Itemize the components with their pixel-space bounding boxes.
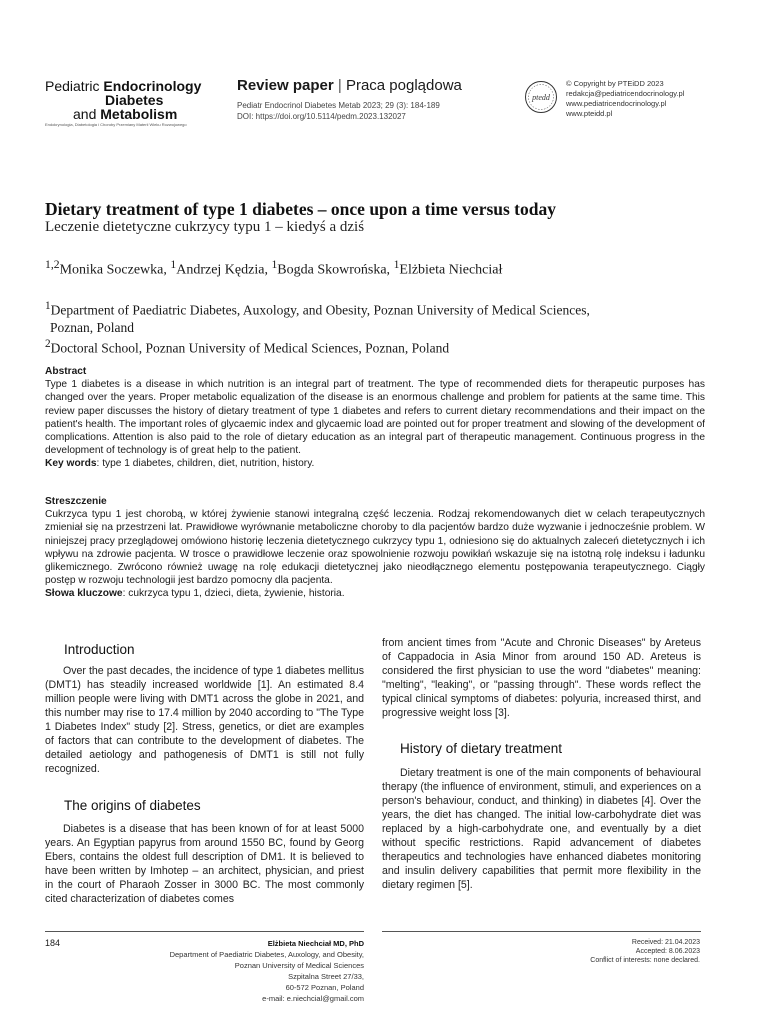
keywords-pl-label: Słowa kluczowe <box>45 588 123 600</box>
continued-text <box>382 636 701 720</box>
footer-divider <box>382 931 701 932</box>
society-website[interactable]: www.pteidd.pl <box>566 109 613 118</box>
abstract-text: Type 1 diabetes is a disease in which nutrition is an integral part of treatment. The type of recommended diets for therapeutic purposes has changed over the years. Proper metabolic equalization of the disease is an enormous challenge and problem for patients at the same time. This review paper discusses the history of dietary treatment of type 1 diabetes and refers to current dietary recommendations and their impact on the patient's health. The important roles of glycaemic index and glycaemic load are pointed out for proper treatment and slowing of the development of complications. Attention is also paid to the role of dietary education as an integral part of therapeutic management. Continuous progress in the development of technology is of great help to the patient. <box>45 379 705 457</box>
paragraph: Dietary treatment is one of the main components of behavioural therapy (the influence of environment, stimuli, and experiences on a person's behaviour, conduct, and thinking) in diabetes [4]. Over the years, the diet has changed. The initial low-carbohydrate diet was replaced by a high-carbohydrate one, and eventually by a diet without specific restrictions. Rapid advancement of diabetes therapeutics and technologies have enhanced diabetes monitoring and insulin delivery capabilities that permit more flexibility in the dietary regimen [5]. <box>382 767 701 891</box>
logo-text: and <box>73 106 101 122</box>
logo-text: Endocrinology <box>103 78 202 94</box>
affil-sup: 1 <box>45 300 51 312</box>
copyright-block <box>566 79 684 119</box>
introduction-text <box>45 664 364 776</box>
author: Andrzej Kędzia, <box>176 262 272 278</box>
paragraph: Over the past decades, the incidence of type 1 diabetes mellitus (DMT1) has steadily increased worldwide [1]. An estimated 8.4 million people were living with DMT1 across the globe in 2021, and this number may rise to 17.4 million by 2040 according to "The Type 1 Diabetes Index" study [2]. Stress, genetics, or diet are examples of factors that can contribute to the development of diabetes. The detailed aetiology and pathogenesis of DMT1 is still not fully recognized. <box>45 665 364 775</box>
section-heading-origins: The origins of diabetes <box>64 798 201 813</box>
affiliation: Department of Paediatric Diabetes, Auxology, and Obesity, Poznan University of Medical Sciences, <box>50 302 590 318</box>
seal-text: ptedd <box>532 93 550 102</box>
author-list <box>45 258 502 279</box>
corr-line: Department of Paediatric Diabetes, Auxology, and Obesity, <box>169 950 364 959</box>
page-number: 184 <box>45 938 61 948</box>
corr-line: 60-572 Poznan, Poland <box>285 983 364 992</box>
accepted-date: Accepted: 8.06.2023 <box>635 948 700 955</box>
article-title: Dietary treatment of type 1 diabetes – once upon a time versus today <box>45 199 556 219</box>
streszczenie-text: Cukrzyca typu 1 jest chorobą, w której żywienie stanowi integralną część leczenia. Rodzaj rekomendowanych diet w celach terapeutycznych zmieniał się na przestrzeni lat. Prawidłowe wyrównanie metaboliczne choroby to dla pacjentów bardzo duże wyzwanie i jednocześnie problem. W niniejszej pracy przeglądowej omówiono historię leczenia dietetycznego cukrzycy typu 1, odniesiono się do aktualnych zaleceń dietetycznych i ich wpływu na zdrowie pacjenta. W trosce o prawidłowe leczenie oraz spowolnienie rozwoju powikłań wskazuje się na istotną rolę indeksu i ładunku glikemicznego. Zwrócono również uwagę na rolę edukacji dietetycznej jako nieodłącznego elementu postępowania terapeutycznego. Ciągły postęp w rozwoju technologii jest bardzo pomocny dla pacjenta. <box>45 509 705 587</box>
origins-text <box>45 822 364 906</box>
keywords: : type 1 diabetes, children, diet, nutrition, history. <box>96 458 315 470</box>
author-sup: 1 <box>271 258 278 271</box>
footer-divider <box>45 931 364 932</box>
author: Elżbieta Niechciał <box>399 262 503 278</box>
doi-link[interactable]: DOI: https://doi.org/10.5114/pedm.2023.132027 <box>237 112 406 121</box>
history-text <box>382 766 701 892</box>
article-type-pl: Praca poglądowa <box>345 77 462 94</box>
author-sup: 1,2 <box>45 258 60 271</box>
affiliation: Poznan, Poland <box>50 319 134 335</box>
section-heading-history: History of dietary treatment <box>400 741 563 756</box>
journal-logo <box>45 79 215 127</box>
corr-line: Szpitalna Street 27/33, <box>288 972 364 981</box>
affiliation: Doctoral School, Poznan University of Medical Sciences, Poznan, Poland <box>50 340 450 355</box>
article-type-separator: | <box>333 77 346 94</box>
section-heading-introduction: Introduction <box>64 642 135 657</box>
paragraph: Diabetes is a disease that has been known of for at least 5000 years. An Egyptian papyrus from around 1550 BC, found by Georg Ebers, contains the oldest full description of DM1. It is believed to have been written by Imhotep – an architect, physician, and priest in the court of Pharaoh Zosser in 3000 BC. The most commonly cited characterization of diabetes comes <box>45 823 364 905</box>
conflict-statement: Conflict of interests: none declared. <box>590 957 700 964</box>
citation-block <box>237 100 440 122</box>
corresponding-author: Elżbieta Niechciał MD, PhD <box>267 939 364 948</box>
abstract <box>45 365 705 471</box>
received-date: Received: 21.04.2023 <box>631 939 700 946</box>
author: Monika Soczewka, <box>59 262 171 278</box>
corr-email[interactable]: e-mail: e.niechcial@gmail.com <box>262 994 364 1003</box>
keywords-label: Key words <box>45 458 97 470</box>
abstract-heading: Abstract <box>45 366 87 377</box>
streszczenie-heading: Streszczenie <box>45 496 107 507</box>
article-type-en: Review paper <box>237 77 334 94</box>
author-sup: 1 <box>170 258 177 271</box>
streszczenie <box>45 495 705 601</box>
correspondence-block <box>120 938 364 1004</box>
keywords-pl: : cukrzyca typu 1, dzieci, dieta, żywienie, historia. <box>122 588 345 600</box>
article-subtitle: Leczenie dietetyczne cukrzycy typu 1 – kiedyś a dziś <box>45 219 365 235</box>
article-type <box>237 77 462 94</box>
editorial-email[interactable]: redakcja@pediatricendocrinology.pl <box>566 89 685 98</box>
journal-website[interactable]: www.pediatricendocrinology.pl <box>566 99 667 108</box>
dates-block <box>500 938 700 965</box>
corr-line: Poznan University of Medical Sciences <box>234 961 364 970</box>
affiliations <box>45 298 685 356</box>
paragraph: from ancient times from "Acute and Chronic Diseases" by Areteus of Cappadocia in Asia Minor from around 150 AD. Areteus is considered the first physician to use the word "diabetes" meaning: "melting", "leaking", or "passing through". These words reflect the typical clinical symptoms of diabetes: polyuria, increased thirst, and progressive weight loss [3]. <box>382 637 701 719</box>
logo-tagline: Endokrynologia, Diabetologia i Choroby Przemiany Materii Wieku Rozwojowego <box>45 122 187 127</box>
author: Bogda Skowrońska, <box>277 262 394 278</box>
affil-sup: 2 <box>45 337 51 350</box>
logo-text: Metabolism <box>100 106 178 122</box>
society-seal-icon <box>524 80 558 114</box>
citation: Pediatr Endocrinol Diabetes Metab 2023; 29 (3): 184-189 <box>237 101 440 110</box>
logo-text: Pediatric <box>45 78 104 94</box>
author-sup: 1 <box>393 258 400 271</box>
copyright: © Copyright by PTEiDD 2023 <box>566 79 664 88</box>
logo-text: Diabetes <box>105 92 164 108</box>
